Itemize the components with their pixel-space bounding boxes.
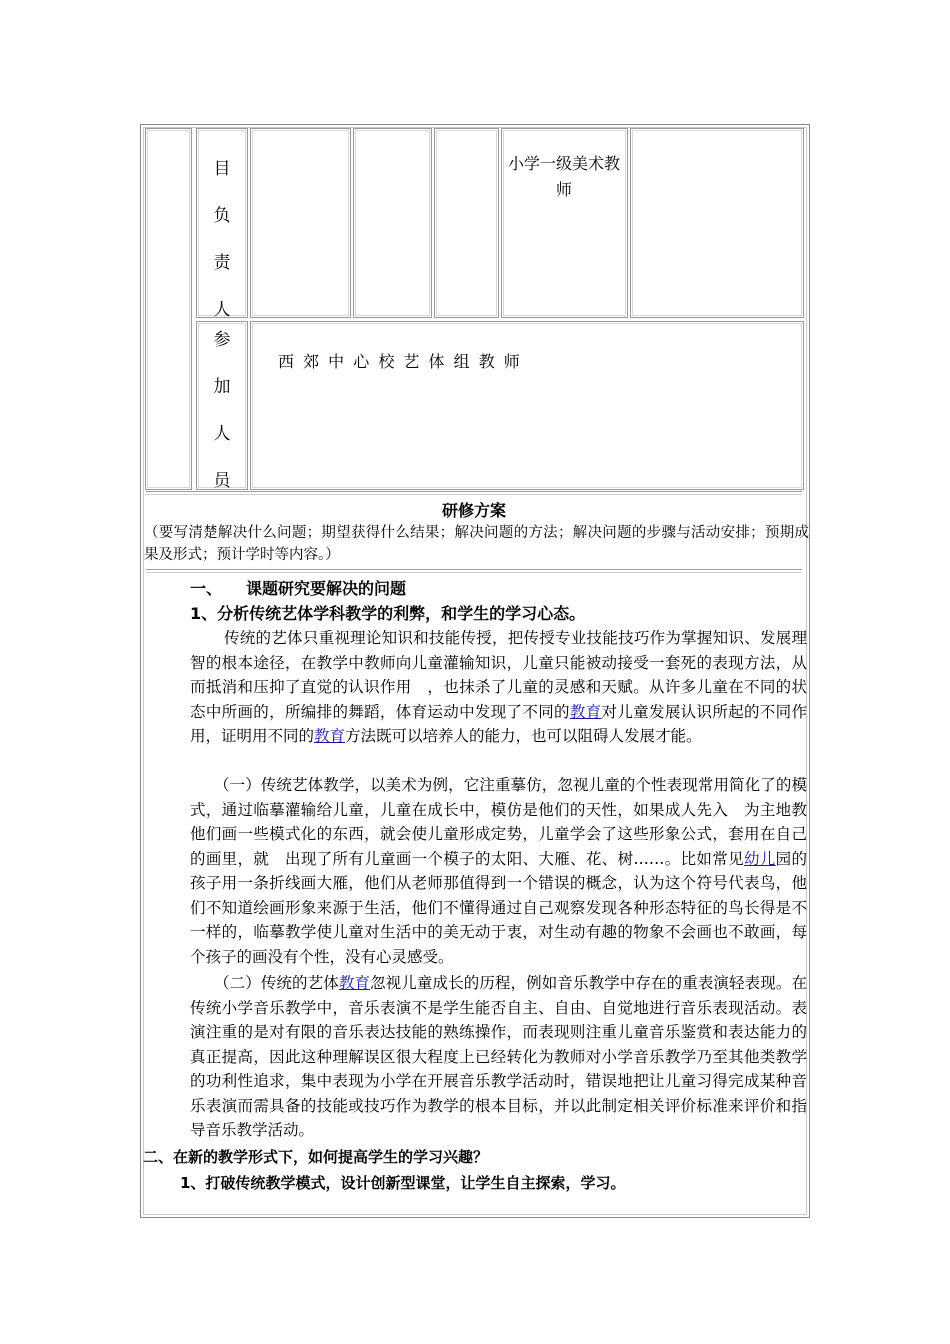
education-link[interactable]: 教育 — [314, 727, 346, 745]
divider — [146, 569, 802, 570]
kindergarten-link[interactable]: 幼儿 — [743, 849, 776, 868]
participants-cell — [250, 321, 804, 490]
participants-label-char: 参 — [213, 330, 231, 350]
job-title: 小学一级美术教师 — [507, 154, 620, 199]
participants-label-char: 人 — [213, 424, 231, 444]
education-link[interactable]: 教育 — [338, 974, 371, 992]
paragraph-1 — [190, 626, 807, 749]
blank-cell-2 — [353, 128, 432, 318]
participants-label-char: 加 — [213, 377, 231, 397]
plan-note: （要写清楚解决什么问题；期望获得什么结果；解决问题的方法；解决问题的步骤与活动安排；预期成果及形式；预计学时等内容。） — [144, 525, 809, 563]
subsection2-title: 1、打破传统教学模式，设计创新型课堂，让学生自主探索，学习。 — [180, 1174, 626, 1192]
left-blank-cell — [145, 128, 192, 490]
section1-title: 课题研究要解决的问题 — [246, 579, 407, 598]
responsible-label-char: 负 — [213, 206, 231, 226]
responsible-label-char: 目 — [213, 159, 231, 179]
paragraph-3-text: 忽视儿童成长的历程，例如音乐教学中存在的重表演轻表现。在传统小学音乐教学中，音乐表演不是学生能否自主、自由、自觉地进行音乐表现活动。表演注重的是对有限的音乐表达技能的熟练操作，而表现则注重儿童音乐鉴赏和表达能力的真正提高，因此这种理解误区很大程度上已经转化为教师对小学音乐教学乃至其他类教学的功利性追求，集中表现为小学在开展音乐教学活动时，错误地把让儿童习得完成某种音乐表演而需具备的技能或技巧作为教学的根本目标，并以此制定相关评价标准来评价和指导音乐教学活动。 — [190, 974, 807, 1139]
blank-cell-1 — [250, 128, 351, 318]
section2-title: 二、在新的教学形式下，如何提高学生的学习兴趣？ — [143, 1148, 489, 1166]
responsible-label-char: 责 — [213, 253, 231, 273]
paragraph-1-text: 方法既可以培养人的能力，也可以阻碍人发展才能。 — [345, 727, 702, 745]
plan-heading: 研修方案 — [441, 501, 506, 520]
paragraph-1-text: 对儿童发展认识所起的不同作用，证明用不同的 — [190, 702, 807, 745]
education-link[interactable]: 教育 — [569, 702, 602, 721]
responsible-label-char: 人 — [213, 300, 231, 320]
blank-cell-3 — [434, 128, 499, 318]
section1-number: 一、 — [190, 579, 223, 598]
paragraph-2-text: （一）传统艺体教学，以美术为例，它注重摹仿，忽视儿童的个性表现常用简化了的模式，通过临摹灌输给儿童，儿童在成长中，模仿是他们的天性，如果成人先入 为主地教他们画一些模式化的东西，就会使儿童形成定势，儿童学会了这些形象公式，套用在自己的画里，就 出现了所有儿童画一个模子的太阳、大雁、花、树……。比如常见 — [190, 776, 807, 868]
divider — [146, 491, 802, 492]
paragraph-2 — [190, 773, 807, 969]
paragraph-3-text: （二）传统的艺体 — [214, 974, 339, 992]
blank-cell-4 — [630, 128, 804, 318]
paragraph-3 — [190, 971, 807, 1143]
paragraph-1-text: 传统的艺体只重视理论知识和技能传授，把传授专业技能技巧作为掌握知识、发展理智的根本途径，在教学中教师向儿童灌输知识，儿童只能被动接受一套死的表现方法，从而抵消和压抑了直觉的认识作用 ，也抹杀了儿童的灵感和天赋。从许多儿童在不同的状态中所画的，所编排的舞蹈，体育运动中发现了不同的 — [190, 629, 807, 721]
participants-value: 西 郊 中 心 校 艺 体 组 教 师 — [278, 352, 522, 371]
divider — [146, 572, 802, 573]
subsection1-title: 1、分析传统艺体学科教学的利弊，和学生的学习心态。 — [190, 604, 586, 623]
participants-label-char: 员 — [213, 471, 231, 491]
paragraph-2-text: 园的孩子用一条折线画大雁，他们从老师那值得到一个错误的概念，认为这个符号代表鸟，他们不知道绘画形象来源于生活，他们不懂得通过自己观察发现各种形态特征的鸟长得是不一样的，临摹教学使儿童对生活中的美无动于衷，对生动有趣的物象不会画也不敢画，每个孩子的画没有个性，没有心灵感受。 — [190, 849, 807, 966]
divider — [146, 494, 802, 495]
